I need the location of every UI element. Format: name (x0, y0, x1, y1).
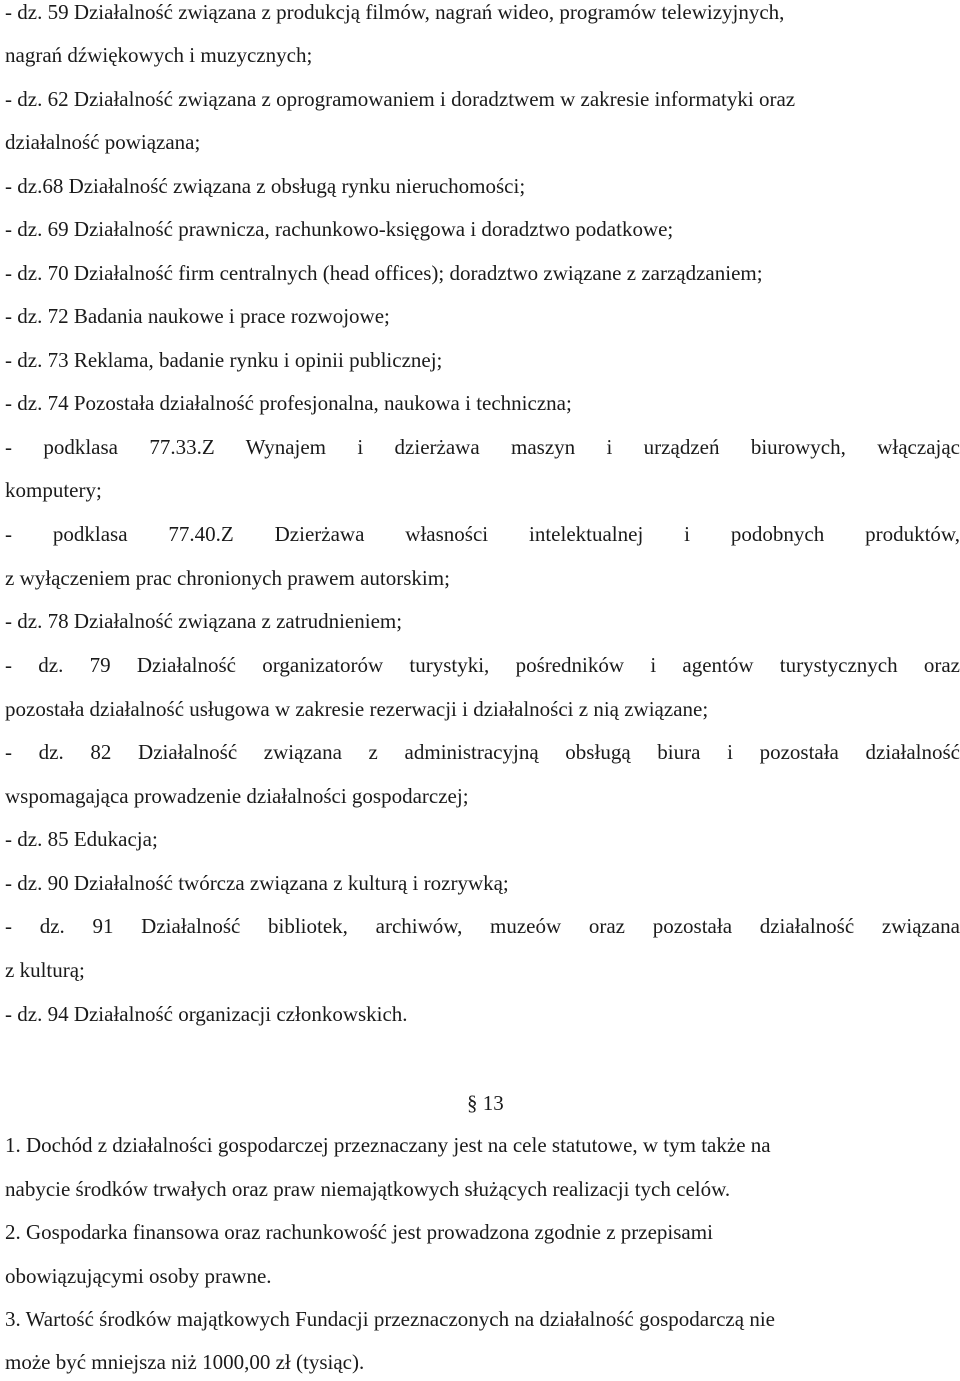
list-line: wspomagająca prowadzenie działalności gospodarczej; (5, 784, 469, 808)
paragraph-line: 3. Wartość środków majątkowych Fundacji przeznaczonych na działalność gospodarczą nie (5, 1307, 775, 1331)
list-line: - dz. 94 Działalność organizacji członkowskich. (5, 1002, 408, 1026)
list-line: - dz. 62 Działalność związana z oprogramowaniem i doradztwem w zakresie informatyki oraz (5, 87, 796, 111)
list-line: - dz. 78 Działalność związana z zatrudnieniem; (5, 609, 403, 633)
list-line: - dz. 73 Reklama, badanie rynku i opinii publicznej; (5, 348, 443, 372)
paragraph-line: 2. Gospodarka finansowa oraz rachunkowość jest prowadzona zgodnie z przepisami (5, 1220, 713, 1244)
list-line: - dz. 72 Badania naukowe i prace rozwojowe; (5, 304, 390, 328)
list-line: - dz. 74 Pozostała działalność profesjonalna, naukowa i techniczna; (5, 391, 572, 415)
list-line: z kulturą; (5, 958, 85, 982)
list-line: - dz. 70 Działalność firm centralnych (head offices); doradztwo związane z zarządzaniem; (5, 261, 763, 285)
list-line: - dz. 69 Działalność prawnicza, rachunkowo-księgowa i doradztwo podatkowe; (5, 217, 674, 241)
list-line: - dz. 85 Edukacja; (5, 827, 158, 851)
section-heading: § 13 (467, 1091, 504, 1115)
paragraph-line: nabycie środków trwałych oraz praw niemajątkowych służących realizacji tych celów. (5, 1177, 731, 1201)
list-line: - dz. 90 Działalność twórcza związana z kulturą i rozrywką; (5, 871, 509, 895)
paragraph-line: może być mniejsza niż 1000,00 zł (tysiąc). (5, 1350, 365, 1374)
list-line: - dz.68 Działalność związana z obsługą rynku nieruchomości; (5, 174, 526, 198)
list-line: - dz. 79 Działalność organizatorów turystyki, pośredników i agentów turystycznych oraz (5, 653, 960, 677)
list-line: - dz. 82 Działalność związana z administracyjną obsługą biura i pozostała działalność (5, 740, 960, 764)
list-line: nagrań dźwiękowych i muzycznych; (5, 43, 313, 67)
list-line: - dz. 91 Działalność bibliotek, archiwów, muzeów oraz pozostała działalność związana (5, 914, 960, 938)
list-line: - podklasa 77.40.Z Dzierżawa własności intelektualnej i podobnych produktów, (5, 522, 960, 546)
paragraph-line: 1. Dochód z działalności gospodarczej przeznaczany jest na cele statutowe, w tym także na (5, 1133, 771, 1157)
list-line: pozostała działalność usługowa w zakresie rezerwacji i działalności z nią związane; (5, 697, 709, 721)
list-line: z wyłączeniem prac chronionych prawem autorskim; (5, 566, 450, 590)
list-line: działalność powiązana; (5, 130, 201, 154)
list-line: - podklasa 77.33.Z Wynajem i dzierżawa maszyn i urządzeń biurowych, włączając (5, 435, 960, 459)
list-line: - dz. 59 Działalność związana z produkcją filmów, nagrań wideo, programów telewizyjnych, (5, 0, 785, 24)
paragraph-line: obowiązującymi osoby prawne. (5, 1264, 272, 1288)
list-line: komputery; (5, 478, 102, 502)
